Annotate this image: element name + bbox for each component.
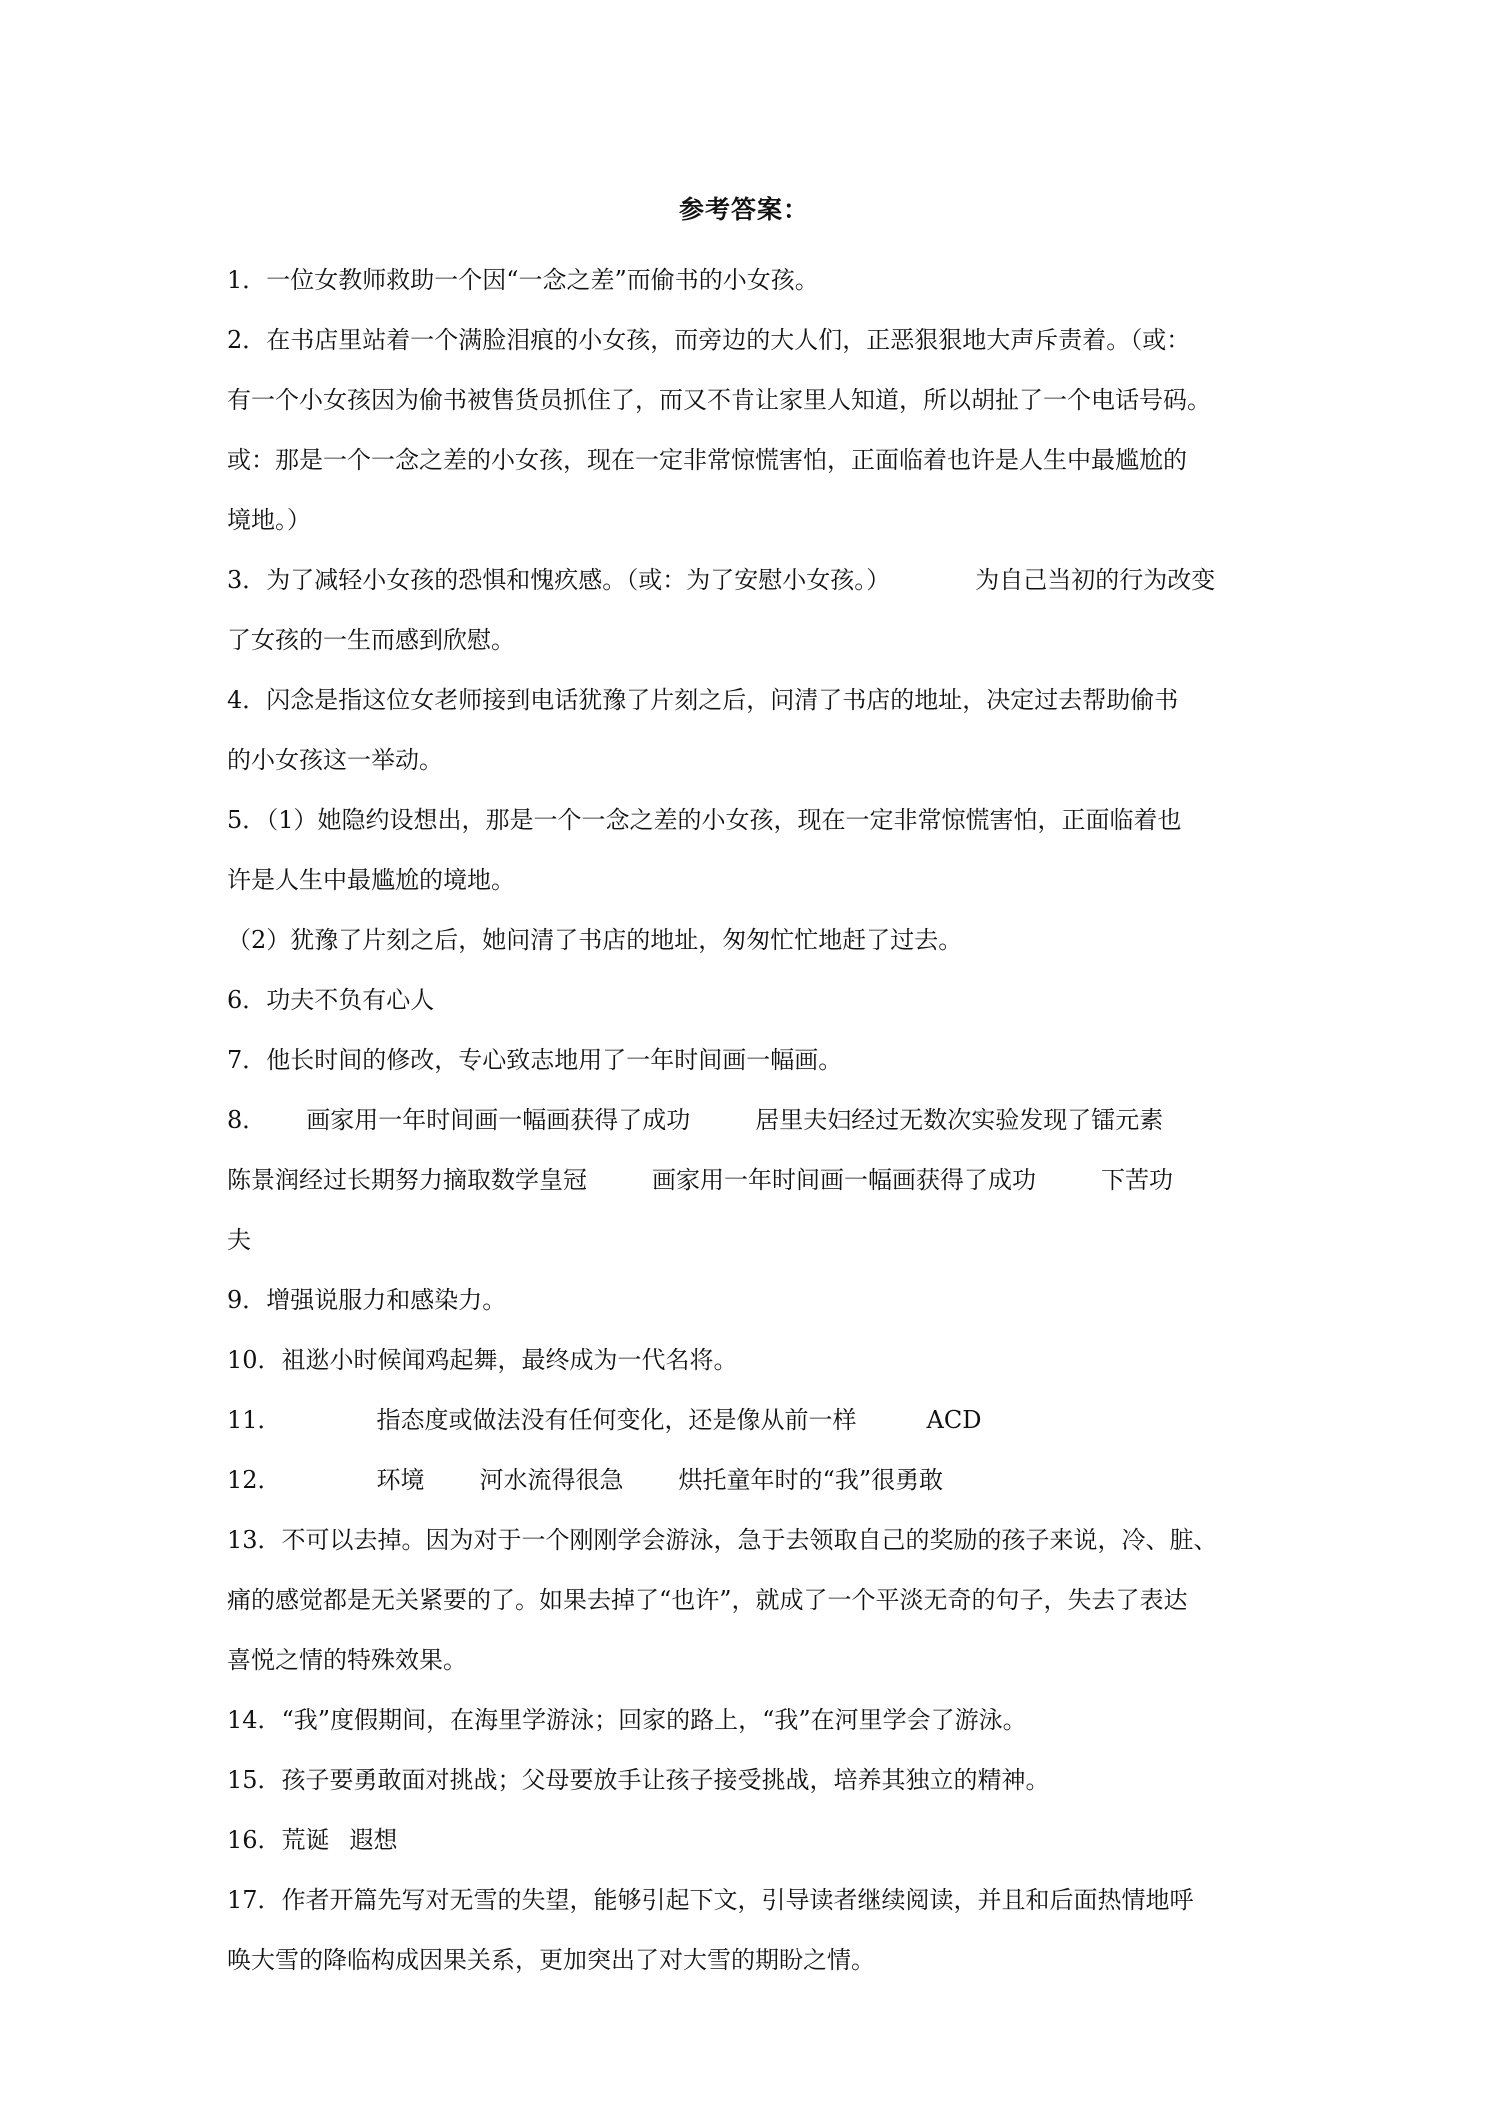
answer-text: 河水流得很急 <box>479 1466 624 1494</box>
answer-text: 陈景润经过长期努力摘取数学皇冠 <box>227 1166 587 1194</box>
answer-text: 喜悦之情的特殊效果。 <box>227 1646 467 1674</box>
answer-6 <box>227 970 1277 1030</box>
answer-text: 2．在书店里站着一个满脸泪痕的小女孩，而旁边的大人们，正恶狠狠地大声斥责着。（或： <box>227 326 1191 354</box>
answer-2-line-4 <box>227 490 1277 550</box>
answer-text: （2）犹豫了片刻之后，她问清了书店的地址，匆匆忙忙地赶了过去。 <box>227 926 963 954</box>
answer-8-line-3 <box>227 1210 1277 1270</box>
answer-text: 荒诞 <box>281 1826 330 1854</box>
answer-2-line-2 <box>227 370 1277 430</box>
answer-text: 1．一位女教师救助一个因“一念之差”而偷书的小女孩。 <box>227 266 819 294</box>
answer-15 <box>227 1750 1277 1810</box>
answer-12 <box>227 1450 1277 1510</box>
answer-text: 下苦功 <box>1101 1166 1173 1194</box>
answer-5-line-2 <box>227 850 1277 910</box>
answer-text: 遐想 <box>349 1826 398 1854</box>
answer-text: 指态度或做法没有任何变化，还是像从前一样 <box>376 1406 857 1434</box>
answer-5-line-3 <box>227 910 1277 970</box>
answer-text: 14．“我”度假期间，在海里学游泳；回家的路上，“我”在河里学会了游泳。 <box>227 1706 1027 1734</box>
answer-5-line-1 <box>227 790 1277 850</box>
answer-text: 的小女孩这一举动。 <box>227 746 443 774</box>
answer-11 <box>227 1390 1277 1450</box>
answer-4-line-1 <box>227 670 1277 730</box>
answer-text: 居里夫妇经过无数次实验发现了镭元素 <box>755 1106 1164 1134</box>
answer-text: 环境 <box>376 1466 425 1494</box>
answer-14 <box>227 1690 1277 1750</box>
answer-3-line-1 <box>227 550 1277 610</box>
answer-9 <box>227 1270 1277 1330</box>
answer-text: 或：那是一个一念之差的小女孩，现在一定非常惊慌害怕，正面临着也许是人生中最尴尬的 <box>227 446 1187 474</box>
answer-text: 夫 <box>227 1226 251 1254</box>
answer-text: 境地。） <box>227 506 311 534</box>
answer-text: 痛的感觉都是无关紧要的了。如果去掉了“也许”，就成了一个平淡无奇的句子，失去了表达 <box>227 1586 1188 1614</box>
answer-8-line-2 <box>227 1150 1277 1210</box>
answer-text: 有一个小女孩因为偷书被售货员抓住了，而又不肯让家里人知道，所以胡扯了一个电话号码。 <box>227 386 1211 414</box>
answer-text: 4．闪念是指这位女老师接到电话犹豫了片刻之后，问清了书店的地址，决定过去帮助偷书 <box>227 686 1179 714</box>
answer-text: 15．孩子要勇敢面对挑战；父母要放手让孩子接受挑战，培养其独立的精神。 <box>227 1766 1050 1794</box>
answer-17-line-2 <box>227 1930 1277 1990</box>
answer-text: 烘托童年时的“我”很勇敢 <box>678 1466 944 1494</box>
answer-text: 10．祖逖小时候闻鸡起舞，最终成为一代名将。 <box>227 1346 738 1374</box>
answer-13-line-2 <box>227 1570 1277 1630</box>
answer-16 <box>227 1810 1277 1870</box>
answer-text: 5．（1）她隐约设想出，那是一个一念之差的小女孩，现在一定非常惊慌害怕，正面临着也 <box>227 806 1182 834</box>
answer-17-line-1 <box>227 1870 1277 1930</box>
answer-text: 为自己当初的行为改变 <box>975 566 1216 594</box>
answer-list <box>227 250 1277 1990</box>
answer-2-line-3 <box>227 430 1277 490</box>
answer-10 <box>227 1330 1277 1390</box>
answer-8-line-1 <box>227 1090 1277 1150</box>
answer-text: 13．不可以去掉。因为对于一个刚刚学会游泳，急于去领取自己的奖励的孩子来说，冷、脏、 <box>227 1526 1218 1554</box>
answer-text: 17．作者开篇先写对无雪的失望，能够引起下文，引导读者继续阅读，并且和后面热情地呼 <box>227 1886 1194 1914</box>
answer-number: 11． <box>227 1406 282 1434</box>
answer-text: 唤大雪的降临构成因果关系，更加突出了对大雪的期盼之情。 <box>227 1946 875 1974</box>
answer-number: 16． <box>227 1826 282 1854</box>
answer-13-line-3 <box>227 1630 1277 1690</box>
answer-text: 9．增强说服力和感染力。 <box>227 1286 507 1314</box>
answer-text: 许是人生中最尴尬的境地。 <box>227 866 515 894</box>
page-title: 参考答案： <box>678 195 809 224</box>
answer-text: 画家用一年时间画一幅画获得了成功 <box>652 1166 1036 1194</box>
answer-2-line-1 <box>227 310 1277 370</box>
answer-number: 8． <box>227 1106 267 1134</box>
answer-7 <box>227 1030 1277 1090</box>
answer-text: 了女孩的一生而感到欣慰。 <box>227 626 515 654</box>
answer-4-line-2 <box>227 730 1277 790</box>
answer-text: 画家用一年时间画一幅画获得了成功 <box>306 1106 691 1134</box>
answer-text: 6．功夫不负有心人 <box>227 986 435 1014</box>
answer-3-line-2 <box>227 610 1277 670</box>
answer-text: ACD <box>926 1406 982 1434</box>
answer-text: 3．为了减轻小女孩的恐惧和愧疚感。（或：为了安慰小女孩。） <box>227 566 891 594</box>
answer-text: 7．他长时间的修改，专心致志地用了一年时间画一幅画。 <box>227 1046 843 1074</box>
answer-13-line-1 <box>227 1510 1277 1570</box>
answer-number: 12． <box>227 1466 282 1494</box>
answer-1 <box>227 250 1277 310</box>
